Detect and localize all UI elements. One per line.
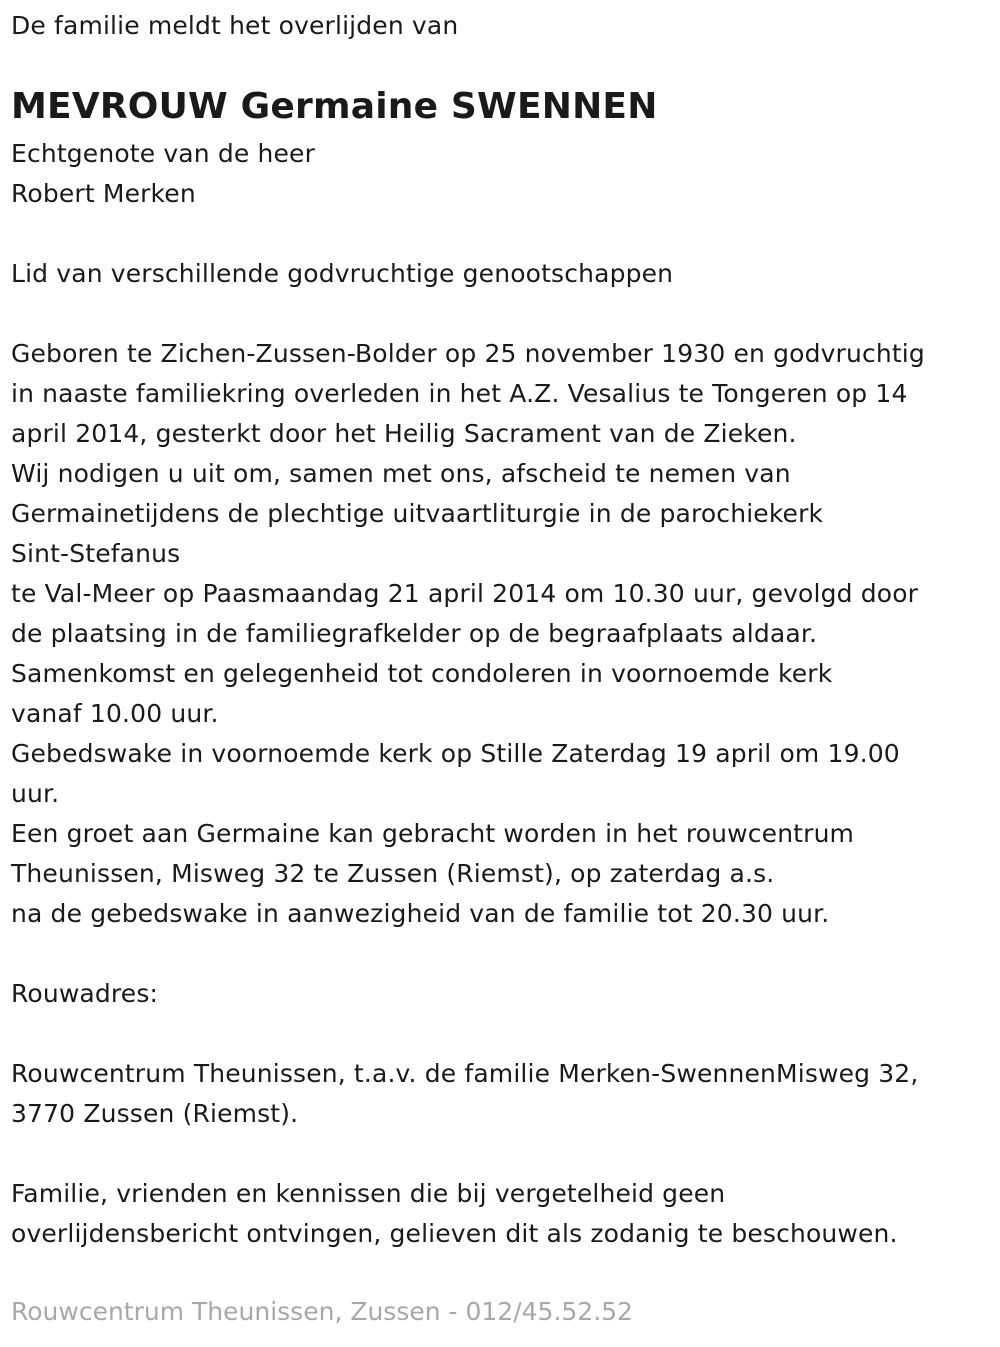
spacer bbox=[11, 934, 1000, 974]
body-line: Germainetijdens de plechtige uitvaartliturgie in de parochiekerk bbox=[11, 499, 824, 528]
deceased-name: MEVROUW Germaine SWENNEN bbox=[11, 86, 658, 127]
spacer bbox=[11, 1014, 1000, 1054]
spacer bbox=[11, 1134, 1000, 1174]
body-line: Samenkomst en gelegenheid tot condoleren in voornoemde kerk bbox=[11, 659, 833, 688]
body-line: Geboren te Zichen-Zussen-Bolder op 25 november 1930 en godvruchtig bbox=[11, 339, 925, 368]
spouse-line-1: Echtgenote van de heer bbox=[11, 139, 315, 168]
body-line: Wij nodigen u uit om, samen met ons, afscheid te nemen van bbox=[11, 459, 791, 488]
body-line: Theunissen, Misweg 32 te Zussen (Riemst), op zaterdag a.s. bbox=[11, 859, 775, 888]
body-line: te Val-Meer op Paasmaandag 21 april 2014 om 10.30 uur, gevolgd door bbox=[11, 579, 919, 608]
body-line: na de gebedswake in aanwezigheid van de familie tot 20.30 uur. bbox=[11, 899, 830, 928]
body-line: vanaf 10.00 uur. bbox=[11, 699, 219, 728]
body-line: de plaatsing in de familiegrafkelder op de begraafplaats aldaar. bbox=[11, 619, 818, 648]
address-block bbox=[11, 1054, 1000, 1134]
address-line: 3770 Zussen (Riemst). bbox=[11, 1099, 299, 1128]
address-label: Rouwadres: bbox=[11, 979, 159, 1008]
spacer bbox=[11, 294, 1000, 334]
body-line: Sint-Stefanus bbox=[11, 539, 181, 568]
body-line: uur. bbox=[11, 779, 60, 808]
spouse-line-2: Robert Merken bbox=[11, 179, 196, 208]
closing-line: overlijdensbericht ontvingen, gelieven dit als zodanig te beschouwen. bbox=[11, 1219, 898, 1248]
body-text bbox=[11, 334, 1000, 934]
body-line: Een groet aan Germaine kan gebracht worden in het rouwcentrum bbox=[11, 819, 855, 848]
address-line: Rouwcentrum Theunissen, t.a.v. de familie Merken-SwennenMisweg 32, bbox=[11, 1059, 919, 1088]
closing-line: Familie, vrienden en kennissen die bij vergetelheid geen bbox=[11, 1179, 726, 1208]
body-line: april 2014, gesterkt door het Heilig Sacrament van de Zieken. bbox=[11, 419, 797, 448]
closing-text bbox=[11, 1174, 1000, 1254]
body-line: Gebedswake in voornoemde kerk op Stille Zaterdag 19 april om 19.00 bbox=[11, 739, 900, 768]
funeral-home-footer: Rouwcentrum Theunissen, Zussen - 012/45.52.52 bbox=[11, 1297, 633, 1326]
spacer bbox=[11, 214, 1000, 254]
body-line: in naaste familiekring overleden in het A.Z. Vesalius te Tongeren op 14 bbox=[11, 379, 908, 408]
membership-text: Lid van verschillende godvruchtige genootschappen bbox=[11, 259, 674, 288]
intro-text: De familie meldt het overlijden van bbox=[11, 11, 459, 40]
